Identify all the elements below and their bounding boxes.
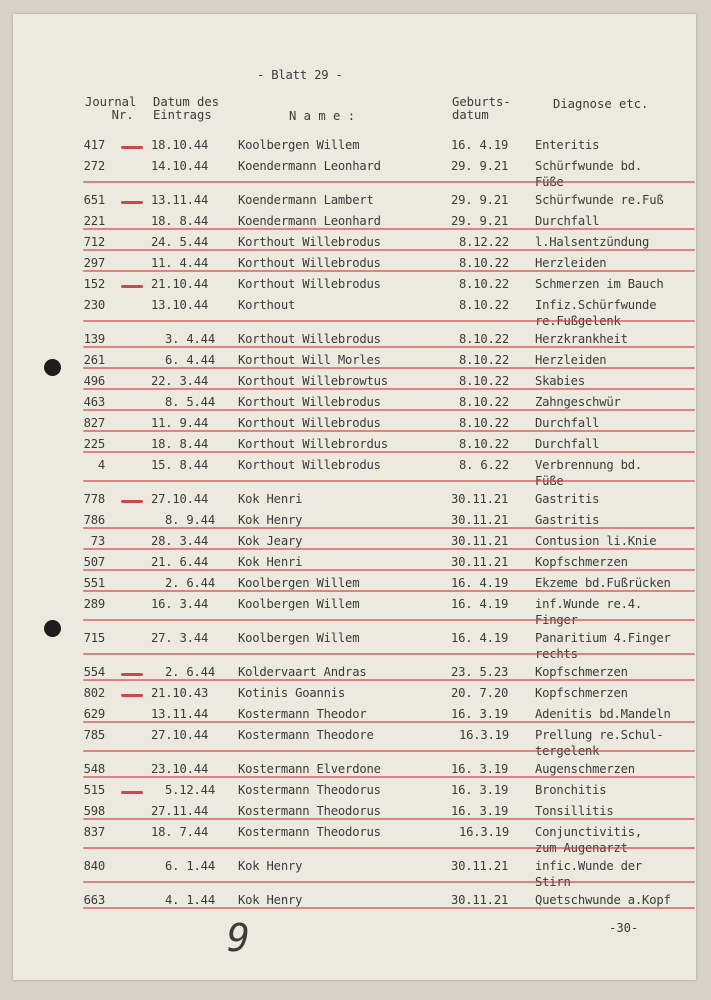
entry-date: 27. 3.44 — [151, 631, 209, 645]
entry-date: 11. 4.44 — [151, 256, 209, 270]
journal-nr: 73 — [90, 534, 105, 548]
diagnosis: Schürfwunde re.Fuß — [535, 193, 664, 207]
diagnosis: inf.Wunde re.4. — [535, 597, 643, 611]
diagnosis: Skabies — [535, 374, 585, 388]
diagnosis: Herzleiden — [535, 353, 607, 367]
birth-date: 30.11.21 — [451, 555, 509, 569]
diagnosis: Herzkrankheit — [535, 332, 628, 346]
red-strikethrough — [83, 590, 695, 592]
journal-nr: 785 — [83, 728, 105, 742]
journal-nr: 554 — [83, 665, 105, 679]
patient-name: Kostermann Elverdone — [238, 762, 381, 776]
patient-name: Koolbergen Willem — [238, 576, 360, 590]
red-strikethrough — [83, 270, 695, 272]
red-check-mark — [121, 201, 143, 204]
entry-date: 21. 6.44 — [151, 555, 209, 569]
journal-nr: 463 — [83, 395, 105, 409]
birth-date: 8.10.22 — [459, 298, 509, 312]
diagnosis: Panaritium 4.Finger — [535, 631, 671, 645]
journal-nr: 786 — [83, 513, 105, 527]
journal-nr: 221 — [83, 214, 105, 228]
journal-nr: 548 — [83, 762, 105, 776]
journal-nr: 551 — [83, 576, 105, 590]
birth-date: 20. 7.20 — [451, 686, 509, 700]
birth-date: 16.3.19 — [459, 728, 509, 742]
page-title: - Blatt 29 - — [257, 68, 343, 82]
diagnosis: Schürfwunde bd. — [535, 159, 643, 173]
red-strikethrough — [83, 480, 695, 482]
header-geburtsdatum: Geburts- datum — [452, 95, 511, 122]
diagnosis: Gastritis — [535, 492, 600, 506]
diagnosis: Schmerzen im Bauch — [535, 277, 664, 291]
red-check-mark — [121, 500, 143, 503]
journal-nr: 837 — [83, 825, 105, 839]
red-strikethrough — [83, 527, 695, 529]
entry-date: 6. 4.44 — [165, 353, 215, 367]
patient-name: Kok Henry — [238, 893, 303, 907]
diagnosis: Gastritis — [535, 513, 600, 527]
header-datum: Datum des Eintrags — [153, 95, 220, 122]
diagnosis: l.Halsentzündung — [535, 235, 650, 249]
journal-nr: 230 — [83, 298, 105, 312]
entry-date: 11. 9.44 — [151, 416, 209, 430]
diagnosis: Durchfall — [535, 416, 600, 430]
red-check-mark — [121, 694, 143, 697]
birth-date: 8.10.22 — [459, 416, 509, 430]
patient-name: Kok Henri — [238, 555, 303, 569]
birth-date: 16. 4.19 — [451, 631, 509, 645]
birth-date: 16. 4.19 — [451, 138, 509, 152]
entry-date: 22. 3.44 — [151, 374, 209, 388]
diagnosis: infic.Wunde der — [535, 859, 643, 873]
patient-name: Kostermann Theodor — [238, 707, 367, 721]
birth-date: 29. 9.21 — [451, 214, 509, 228]
diagnosis: Tonsillitis — [535, 804, 614, 818]
entry-date: 28. 3.44 — [151, 534, 209, 548]
header-name: N a m e : — [289, 109, 356, 123]
journal-nr: 712 — [83, 235, 105, 249]
journal-nr: 629 — [83, 707, 105, 721]
diagnosis: Bronchitis — [535, 783, 607, 797]
journal-nr: 507 — [83, 555, 105, 569]
red-strikethrough — [83, 847, 695, 849]
patient-name: Korthout Willebrodus — [238, 458, 381, 472]
patient-name: Kotinis Goannis — [238, 686, 346, 700]
patient-name: Korthout — [238, 298, 296, 312]
patient-name: Kostermann Theodorus — [238, 825, 381, 839]
red-strikethrough — [83, 881, 695, 883]
patient-name: Korthout Willebrordus — [238, 437, 388, 451]
journal-nr: 261 — [83, 353, 105, 367]
red-strikethrough — [83, 346, 695, 348]
journal-nr: 827 — [83, 416, 105, 430]
birth-date: 8.10.22 — [459, 395, 509, 409]
header-diagnose: Diagnose etc. — [553, 97, 649, 111]
punch-hole — [44, 620, 61, 637]
red-strikethrough — [83, 750, 695, 752]
journal-nr: 417 — [83, 138, 105, 152]
patient-name: Koendermann Leonhard — [238, 214, 381, 228]
red-check-mark — [121, 673, 143, 676]
birth-date: 30.11.21 — [451, 893, 509, 907]
birth-date: 16. 3.19 — [451, 783, 509, 797]
entry-date: 13.10.44 — [151, 298, 209, 312]
birth-date: 8. 6.22 — [459, 458, 509, 472]
red-strikethrough — [83, 653, 695, 655]
diagnosis: Durchfall — [535, 214, 600, 228]
diagnosis: Herzleiden — [535, 256, 607, 270]
patient-name: Kok Henry — [238, 513, 303, 527]
patient-name: Koolbergen Willem — [238, 631, 360, 645]
diagnosis: Kopfschmerzen — [535, 555, 628, 569]
diagnosis: Verbrennung bd. — [535, 458, 643, 472]
patient-name: Korthout Willebrodus — [238, 332, 381, 346]
red-strikethrough — [83, 249, 695, 251]
diagnosis: Zahngeschwür — [535, 395, 621, 409]
journal-nr: 496 — [83, 374, 105, 388]
red-strikethrough — [83, 451, 695, 453]
patient-name: Koldervaart Andras — [238, 665, 367, 679]
diagnosis: Prellung re.Schul- — [535, 728, 664, 742]
diagnosis: Contusion li.Knie — [535, 534, 657, 548]
entry-date: 18. 8.44 — [151, 437, 209, 451]
birth-date: 30.11.21 — [451, 513, 509, 527]
birth-date: 30.11.21 — [451, 492, 509, 506]
entry-date: 2. 6.44 — [165, 576, 215, 590]
journal-nr: 802 — [83, 686, 105, 700]
red-strikethrough — [83, 409, 695, 411]
journal-nr: 598 — [83, 804, 105, 818]
entry-date: 16. 3.44 — [151, 597, 209, 611]
red-strikethrough — [83, 721, 695, 723]
red-strikethrough — [83, 818, 695, 820]
birth-date: 8.10.22 — [459, 256, 509, 270]
entry-date: 4. 1.44 — [165, 893, 215, 907]
diagnosis: Quetschwunde a.Kopf — [535, 893, 671, 907]
red-strikethrough — [83, 388, 695, 390]
patient-name: Korthout Willebrodus — [238, 277, 381, 291]
birth-date: 16. 3.19 — [451, 707, 509, 721]
entry-date: 2. 6.44 — [165, 665, 215, 679]
patient-name: Korthout Willebrodus — [238, 256, 381, 270]
birth-date: 30.11.21 — [451, 534, 509, 548]
entry-date: 3. 4.44 — [165, 332, 215, 346]
entry-date: 6. 1.44 — [165, 859, 215, 873]
entry-date: 18. 8.44 — [151, 214, 209, 228]
red-strikethrough — [83, 430, 695, 432]
red-check-mark — [121, 285, 143, 288]
diagnosis: Ekzeme bd.Fußrücken — [535, 576, 671, 590]
diagnosis: Kopfschmerzen — [535, 686, 628, 700]
birth-date: 8.10.22 — [459, 277, 509, 291]
journal-nr: 297 — [83, 256, 105, 270]
birth-date: 16. 3.19 — [451, 804, 509, 818]
birth-date: 23. 5.23 — [451, 665, 509, 679]
birth-date: 16. 4.19 — [451, 597, 509, 611]
patient-name: Koolbergen Willem — [238, 138, 360, 152]
birth-date: 30.11.21 — [451, 859, 509, 873]
diagnosis: Augenschmerzen — [535, 762, 635, 776]
patient-name: Korthout Willebrodus — [238, 395, 381, 409]
entry-date: 18. 7.44 — [151, 825, 209, 839]
journal-nr: 289 — [83, 597, 105, 611]
entry-date: 21.10.43 — [151, 686, 209, 700]
birth-date: 8.10.22 — [459, 437, 509, 451]
page-number: -30- — [609, 921, 639, 935]
patient-name: Koendermann Leonhard — [238, 159, 381, 173]
red-check-mark — [121, 146, 143, 149]
red-check-mark — [121, 791, 143, 794]
entry-date: 13.11.44 — [151, 707, 209, 721]
birth-date: 29. 9.21 — [451, 193, 509, 207]
patient-name: Koolbergen Willem — [238, 597, 360, 611]
patient-name: Kostermann Theodore — [238, 728, 374, 742]
patient-name: Kok Henry — [238, 859, 303, 873]
patient-name: Koendermann Lambert — [238, 193, 374, 207]
birth-date: 29. 9.21 — [451, 159, 509, 173]
red-strikethrough — [83, 907, 695, 909]
journal-nr: 651 — [83, 193, 105, 207]
patient-name: Kostermann Theodorus — [238, 804, 381, 818]
diagnosis: Adenitis bd.Mandeln — [535, 707, 671, 721]
journal-nr: 139 — [83, 332, 105, 346]
diagnosis: Infiz.Schürfwunde — [535, 298, 657, 312]
patient-name: Korthout Will Morles — [238, 353, 381, 367]
journal-nr: 272 — [83, 159, 105, 173]
red-strikethrough — [83, 548, 695, 550]
entry-date: 27.10.44 — [151, 492, 209, 506]
birth-date: 8.12.22 — [459, 235, 509, 249]
birth-date: 8.10.22 — [459, 374, 509, 388]
red-strikethrough — [83, 679, 695, 681]
red-strikethrough — [83, 367, 695, 369]
birth-date: 8.10.22 — [459, 332, 509, 346]
journal-nr: 4 — [97, 458, 105, 472]
journal-nr: 663 — [83, 893, 105, 907]
journal-nr: 152 — [83, 277, 105, 291]
entry-date: 8. 5.44 — [165, 395, 215, 409]
diagnosis: Enteritis — [535, 138, 600, 152]
entry-date: 27.10.44 — [151, 728, 209, 742]
red-strikethrough — [83, 776, 695, 778]
entry-date: 23.10.44 — [151, 762, 209, 776]
entry-date: 15. 8.44 — [151, 458, 209, 472]
patient-name: Kok Henri — [238, 492, 303, 506]
handwritten-mark: 9 — [227, 916, 250, 960]
entry-date: 5.12.44 — [165, 783, 215, 797]
red-strikethrough — [83, 569, 695, 571]
red-strikethrough — [83, 619, 695, 621]
punch-hole — [44, 359, 61, 376]
entry-date: 14.10.44 — [151, 159, 209, 173]
birth-date: 16.3.19 — [459, 825, 509, 839]
patient-name: Kok Jeary — [238, 534, 303, 548]
journal-nr: 515 — [83, 783, 105, 797]
entry-date: 13.11.44 — [151, 193, 209, 207]
diagnosis: Conjunctivitis, — [535, 825, 643, 839]
patient-name: Korthout Willebrodus — [238, 235, 381, 249]
entry-date: 18.10.44 — [151, 138, 209, 152]
document-page — [13, 14, 696, 980]
birth-date: 16. 3.19 — [451, 762, 509, 776]
journal-nr: 225 — [83, 437, 105, 451]
entry-date: 24. 5.44 — [151, 235, 209, 249]
header-journal-nr: Journal Nr. — [85, 95, 137, 122]
patient-name: Kostermann Theodorus — [238, 783, 381, 797]
red-strikethrough — [83, 228, 695, 230]
patient-name: Korthout Willebrowtus — [238, 374, 388, 388]
patient-name: Korthout Willebrodus — [238, 416, 381, 430]
birth-date: 16. 4.19 — [451, 576, 509, 590]
red-strikethrough — [83, 320, 695, 322]
journal-nr: 715 — [83, 631, 105, 645]
entry-date: 8. 9.44 — [165, 513, 215, 527]
entry-date: 21.10.44 — [151, 277, 209, 291]
diagnosis: Durchfall — [535, 437, 600, 451]
journal-nr: 840 — [83, 859, 105, 873]
birth-date: 8.10.22 — [459, 353, 509, 367]
red-strikethrough — [83, 181, 695, 183]
diagnosis: Kopfschmerzen — [535, 665, 628, 679]
journal-nr: 778 — [83, 492, 105, 506]
entry-date: 27.11.44 — [151, 804, 209, 818]
